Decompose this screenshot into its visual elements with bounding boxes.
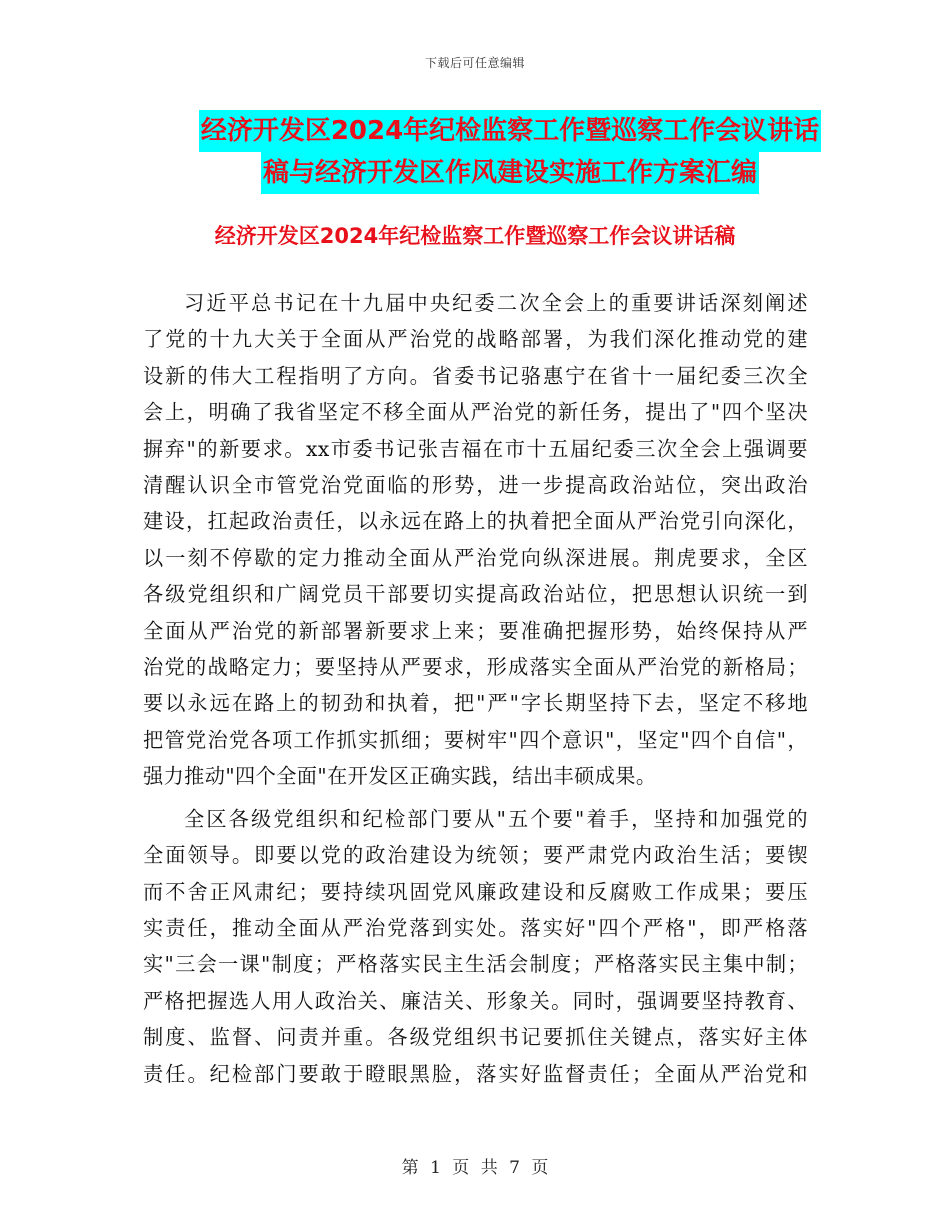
text-line: 了党的十九大关于全面从严治党的战略部署，为我们深化推动党的建 xyxy=(143,327,808,352)
text-line: 各级党组织和广阔党员干部要切实提高政治站位，把思想认识统一到 xyxy=(143,582,808,607)
text-line: 责任。纪检部门要敢于瞪眼黑脸，落实好监督责任；全面从严治党和 xyxy=(143,1061,808,1086)
text-line: 而不舍正风肃纪；要持续巩固党风廉政建设和反腐败工作成果；要压 xyxy=(143,879,808,904)
text-line: 严格把握选人用人政治关、廉洁关、形象关。同时，强调要坚持教育、 xyxy=(143,988,808,1013)
paragraph-1 xyxy=(143,285,808,795)
text-line: 以一刻不停歇的定力推动全面从严治党向纵深进展。荆虎要求，全区 xyxy=(143,545,808,570)
header-note: 下载后可任意编辑 xyxy=(424,56,525,70)
title-line-2: 稿与经济开发区作风建设实施工作方案汇编 xyxy=(261,152,759,194)
text-line: 制度、监督、问责并重。各级党组织书记要抓住关键点，落实好主体 xyxy=(143,1025,808,1050)
text-line: 全面从严治党的新部署新要求上来；要准确把握形势，始终保持从严 xyxy=(143,618,808,643)
text-line: 强力推动"四个全面"在开发区正确实践，结出丰硕成果。 xyxy=(143,764,657,789)
text-line: 实责任，推动全面从严治党落到实处。落实好"四个严格"，即严格落 xyxy=(143,915,808,940)
paragraph-2 xyxy=(143,801,808,1092)
text-line: 会上，明确了我省坚定不移全面从严治党的新任务，提出了"四个坚决 xyxy=(143,400,808,425)
text-line: 摒弃"的新要求。xx市委书记张吉福在市十五届纪委三次全会上强调要 xyxy=(143,436,808,461)
text-line: 清醒认识全市管党治党面临的形势，进一步提高政治站位，突出政治 xyxy=(143,473,808,498)
text-line: 全面领导。即要以党的政治建设为统领；要严肃党内政治生活；要锲 xyxy=(143,843,808,868)
body-text xyxy=(143,285,808,1092)
document-title xyxy=(150,110,870,194)
text-line: 设新的伟大工程指明了方向。省委书记骆惠宁在省十一届纪委三次全 xyxy=(143,363,808,388)
text-line: 治党的战略定力；要坚持从严要求，形成落实全面从严治党的新格局； xyxy=(143,655,808,680)
text-line: 全区各级党组织和纪检部门要从"五个要"着手，坚持和加强党的 xyxy=(184,806,808,831)
page-footer: 第 1 页 共 7 页 xyxy=(401,1158,549,1178)
text-line: 把管党治党各项工作抓实抓细；要树牢"四个意识"，坚定"四个自信"， xyxy=(143,727,808,752)
text-line: 建设，扛起政治责任，以永远在路上的执着把全面从严治党引向深化， xyxy=(143,509,808,534)
text-line: 实"三会一课"制度；严格落实民主生活会制度；严格落实民主集中制； xyxy=(143,952,808,977)
text-line: 要以永远在路上的韧劲和执着，把"严"字长期坚持下去，坚定不移地 xyxy=(143,691,808,716)
text-line: 习近平总书记在十九届中央纪委二次全会上的重要讲话深刻阐述 xyxy=(184,291,808,315)
title-line-1: 经济开发区2024年纪检监察工作暨巡察工作会议讲话 xyxy=(199,110,821,152)
section-title: 经济开发区2024年纪检监察工作暨巡察工作会议讲话稿 xyxy=(214,224,736,248)
